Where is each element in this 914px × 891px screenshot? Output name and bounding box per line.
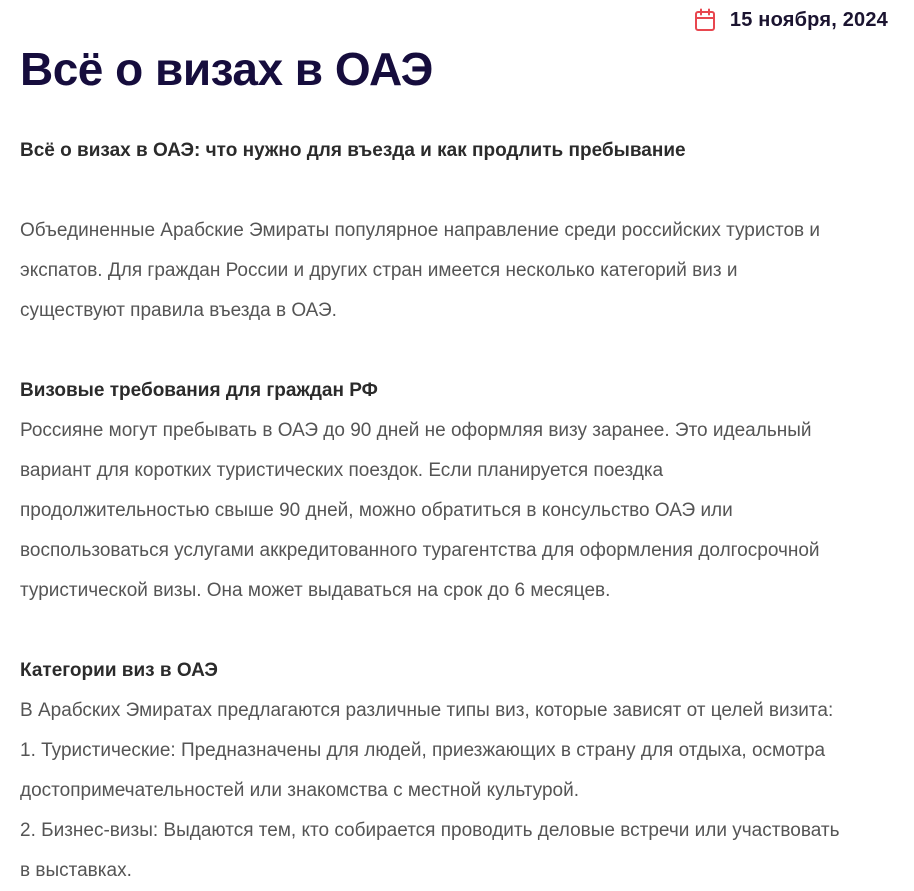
- section-heading: Визовые требования для граждан РФ: [20, 380, 378, 401]
- paragraph-line: воспользоваться услугами аккредитованного турагентства для оформления долгосрочной: [20, 540, 820, 561]
- list-item: 1. Туристические: Предназначены для людей, приезжающих в страну для отдыха, осмотра: [20, 740, 826, 761]
- paragraph-line: экспатов. Для граждан России и других стран имеется несколько категорий виз и: [20, 260, 738, 281]
- intro-paragraph: [20, 211, 900, 331]
- paragraph-line: туристической визы. Она может выдаваться на срок до 6 месяцев.: [20, 580, 611, 601]
- paragraph-line: продолжительностью свыше 90 дней, можно обратиться в консульство ОАЭ или: [20, 500, 733, 521]
- section-visa-categories: [20, 651, 900, 891]
- date-text: 15 ноября, 2024: [729, 8, 888, 31]
- paragraph-line: в выставках.: [20, 860, 132, 881]
- paragraph-line: достопримечательностей или знакомства с местной культурой.: [20, 780, 579, 801]
- article-body: [20, 131, 900, 891]
- section-heading: Категории виз в ОАЭ: [20, 660, 218, 681]
- page-title: Всё о визах в ОАЭ: [20, 43, 433, 95]
- calendar-icon: [694, 8, 716, 32]
- paragraph-line: вариант для коротких туристических поездок. Если планируется поездка: [20, 460, 664, 481]
- section-visa-requirements: [20, 371, 900, 611]
- paragraph-line: Россияне могут пребывать в ОАЭ до 90 дней не оформляя визу заранее. Это идеальный: [20, 420, 812, 441]
- paragraph-line: Объединенные Арабские Эмираты популярное направление среди российских туристов и: [20, 220, 821, 241]
- paragraph-line: существуют правила въезда в ОАЭ.: [20, 300, 337, 321]
- publish-date: [694, 8, 888, 32]
- article-subtitle: Всё о визах в ОАЭ: что нужно для въезда и как продлить пребывание: [20, 140, 686, 161]
- paragraph-line: В Арабских Эмиратах предлагаются различные типы виз, которые зависят от целей визита:: [20, 700, 834, 721]
- list-item: 2. Бизнес-визы: Выдаются тем, кто собирается проводить деловые встречи или участвовать: [20, 820, 840, 841]
